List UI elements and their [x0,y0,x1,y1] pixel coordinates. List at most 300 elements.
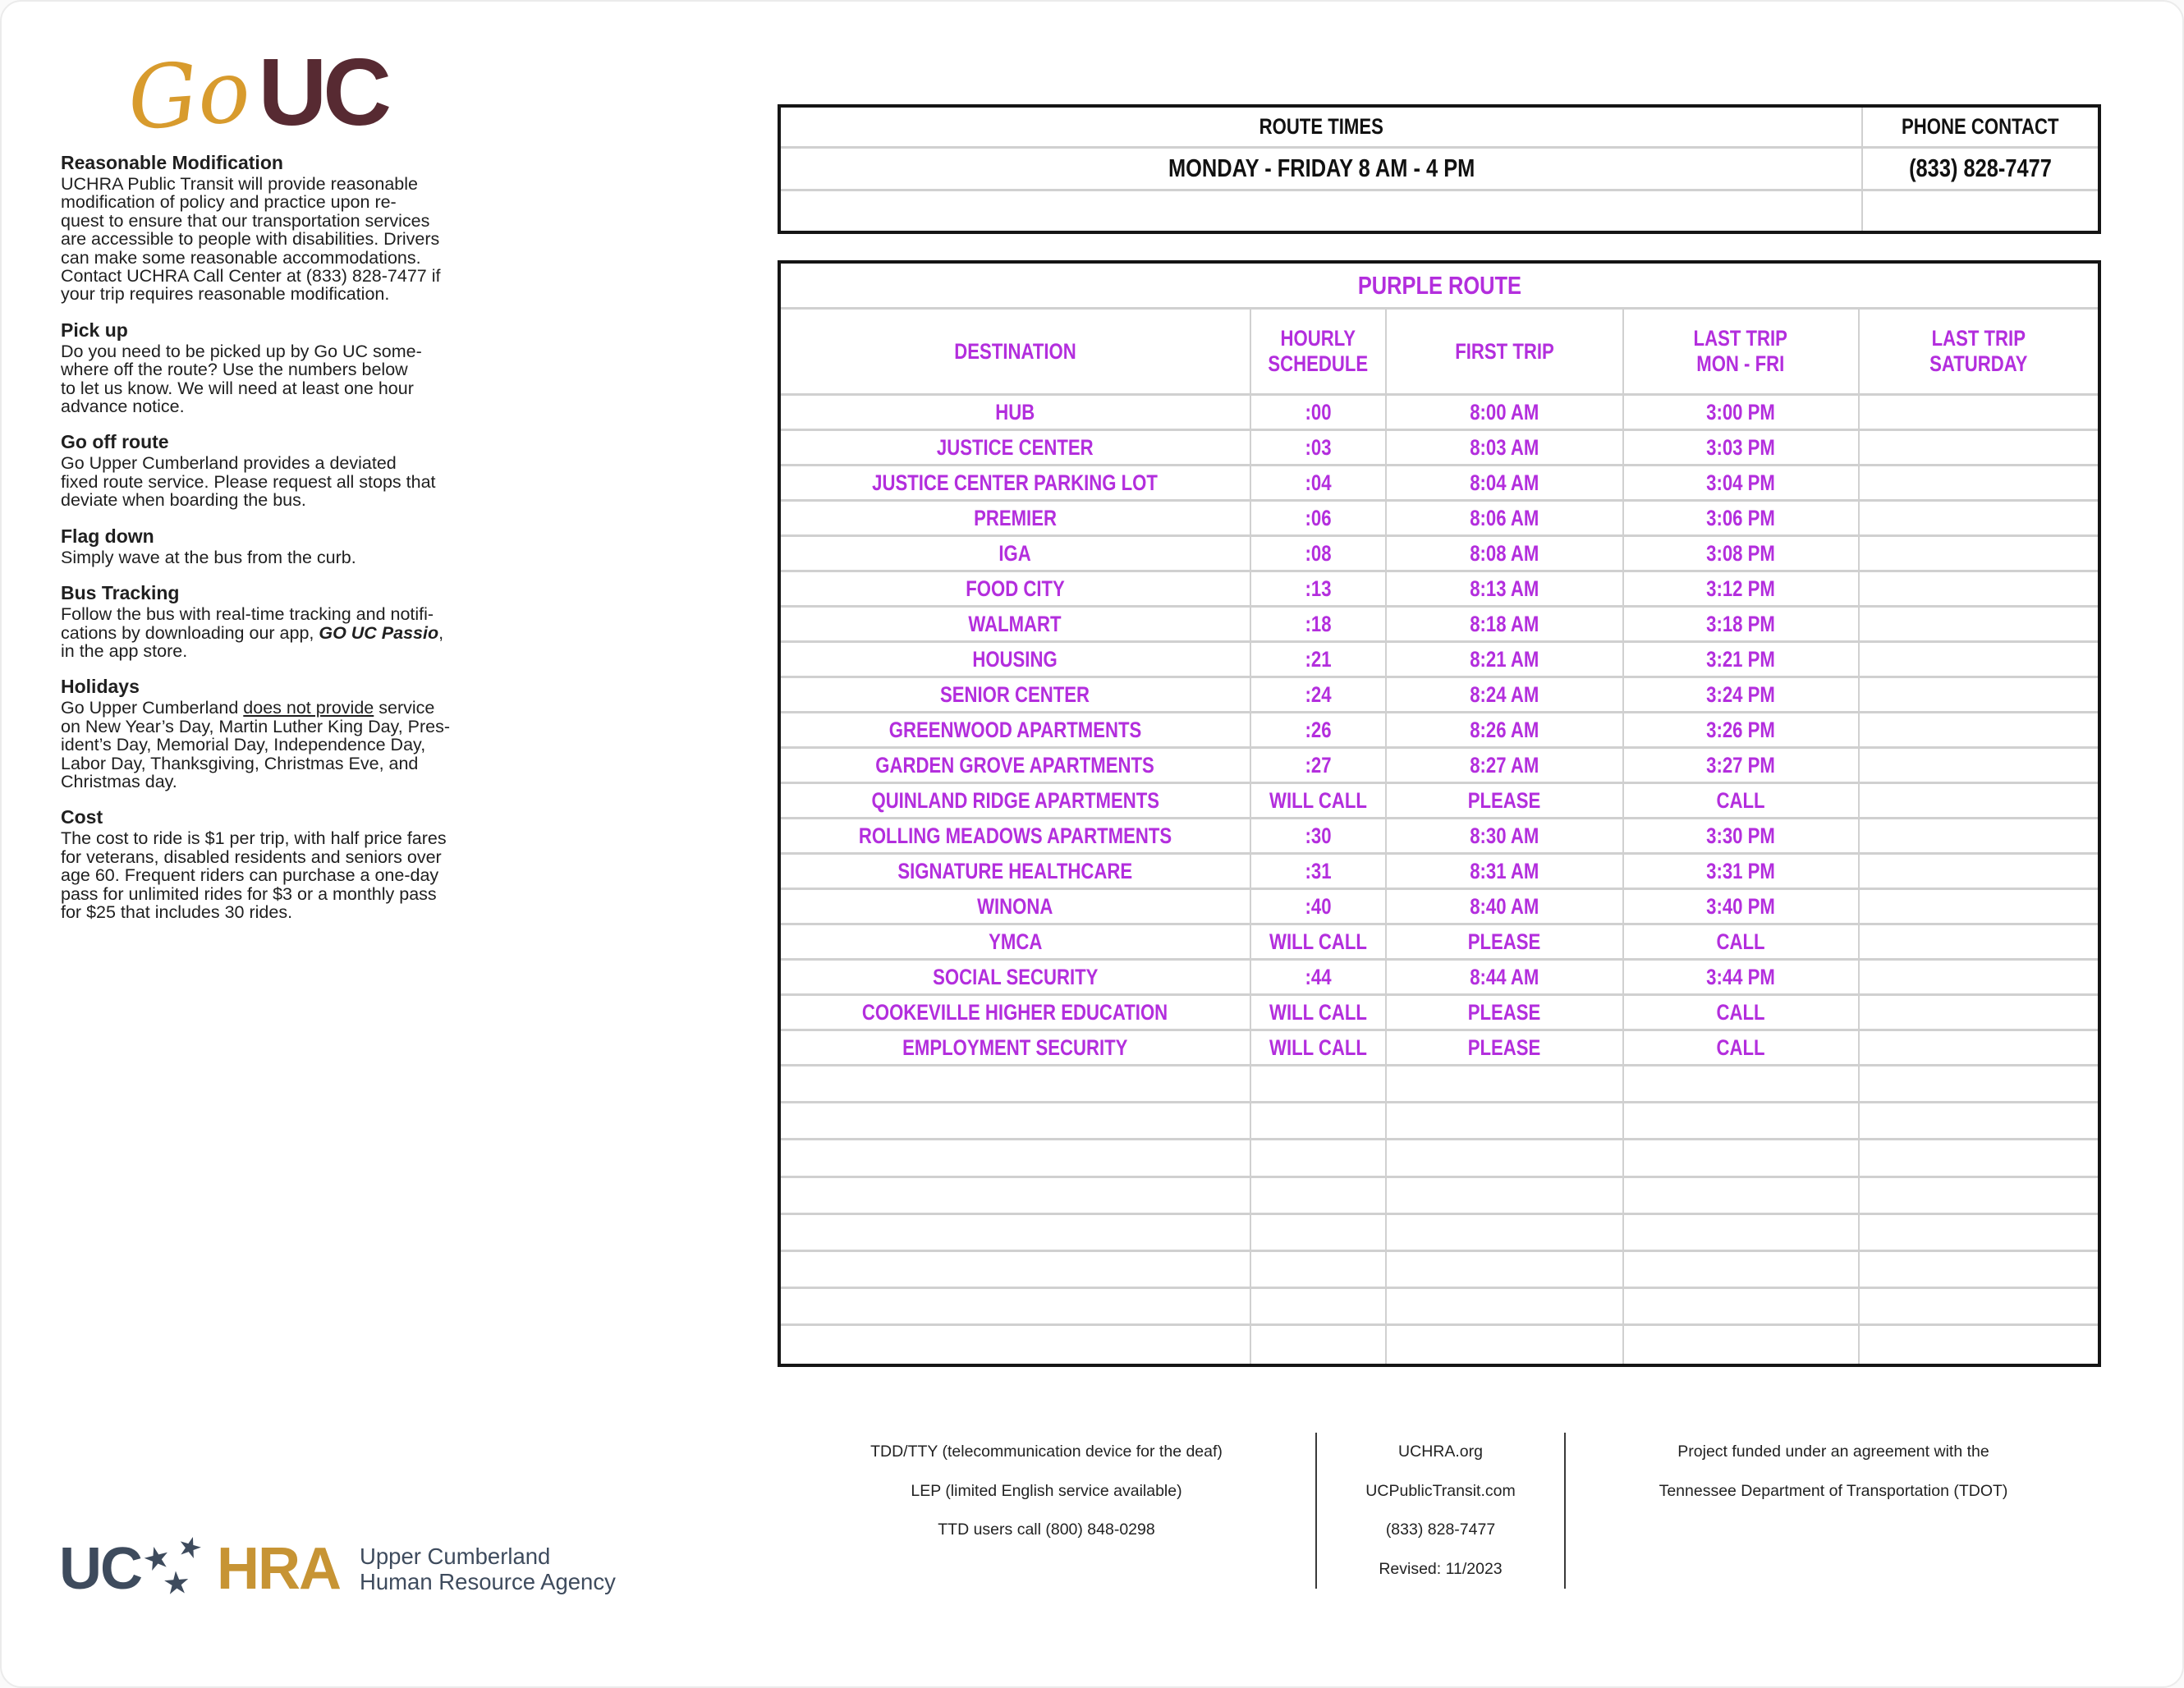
section-line: quest to ensure that our transportation services [61,210,430,231]
table-cell [1624,502,1860,537]
table-row-empty [781,1289,2098,1326]
table-cell [781,1178,1251,1215]
table-cell [1251,1031,1387,1066]
table-cell [781,1215,1251,1252]
table-cell [1860,643,2098,678]
column-header-destination [781,310,1251,393]
table-cell [1860,961,2098,996]
cell-text: :24 [1305,681,1332,707]
cell-text: 3:08 PM [1706,540,1775,566]
table-cell [781,1031,1251,1066]
table-cell [1387,996,1624,1031]
table-cell [1251,608,1387,643]
cell-text: 8:00 AM [1470,399,1539,424]
cell-text: 8:27 AM [1470,752,1539,777]
table-cell [1624,396,1860,431]
table-cell [1251,1066,1387,1103]
table-cell [781,502,1251,537]
text-segment: does not provide [243,698,374,718]
footer-column [778,1433,1315,1550]
table-cell [1387,1178,1624,1215]
table-cell [1387,643,1624,678]
table-cell [1251,855,1387,890]
table-cell [1387,713,1624,749]
section-line: UCHRA Public Transit will provide reasonable [61,174,418,194]
table-cell [1624,855,1860,890]
table-cell [781,1066,1251,1103]
section-heading: Pick up [61,319,128,341]
cell-text: :44 [1305,964,1332,989]
column-header-last-trip-mon-fri [1624,310,1860,393]
table-cell [781,678,1251,713]
cell-text: 8:31 AM [1470,858,1539,883]
table-cell [1624,1326,1860,1363]
table-cell [1624,1140,1860,1177]
section-line: deviate when boarding the bus. [61,490,306,511]
table-cell [781,431,1251,466]
table-row [781,502,2098,537]
table-cell [1251,890,1387,925]
section-line: modification of policy and practice upon re- [61,192,397,213]
section-heading: Cost [61,806,103,828]
table-cell [1387,431,1624,466]
cell-text: 8:06 AM [1470,505,1539,530]
table-row [781,749,2098,784]
table-cell [1860,431,2098,466]
table-cell [1387,1140,1624,1177]
table-cell [781,819,1251,855]
logo-uc-text: UC [258,39,388,145]
table-cell [1860,608,2098,643]
section-line: on New Year’s Day, Martin Luther King Day, Pres- [61,716,451,736]
table-cell [1387,855,1624,890]
table-cell [1624,1103,1860,1140]
footer-line: LEP (limited English service available) [911,1481,1182,1500]
table-cell [1387,608,1624,643]
cell-text: 8:18 AM [1470,611,1539,636]
phone-contact-header-cell [1863,108,2098,149]
table-cell [1624,1289,1860,1326]
table-cell [1624,749,1860,784]
phone-number-cell [1863,149,2098,192]
route-times-label: ROUTE TIMES [1259,113,1383,139]
star-icon: ★ [161,1565,192,1603]
table-row-empty [781,1178,2098,1215]
cell-text: 8:44 AM [1470,964,1539,989]
table-cell [1387,1289,1624,1326]
table-row-empty [781,1103,2098,1140]
table-cell [1860,396,2098,431]
uchra-logo [59,1529,616,1604]
table-cell [1251,466,1387,502]
text-segment: , [438,622,444,643]
table-cell [1624,925,1860,961]
table-cell [1251,678,1387,713]
table-row [781,608,2098,643]
cell-text: 3:12 PM [1706,576,1775,601]
table-cell [781,608,1251,643]
table-cell [781,890,1251,925]
table-cell [1860,1103,2098,1140]
schedule-text: MONDAY - FRIDAY 8 AM - 4 PM [1168,154,1475,183]
cell-text: 3:06 PM [1706,505,1775,530]
cell-text: :31 [1305,858,1332,883]
table-cell [1624,890,1860,925]
footer-line: TDD/TTY (telecommunication device for the deaf) [870,1443,1223,1461]
section-line: Labor Day, Thanksgiving, Christmas Eve, and [61,753,419,773]
table-row [781,819,2098,855]
footer-column [1566,1433,2101,1511]
table-cell [1387,1215,1624,1252]
table-cell [781,961,1251,996]
table-cell [1251,819,1387,855]
table-cell [1387,537,1624,572]
table-row [781,678,2098,713]
table-row [781,537,2098,572]
table-row-empty [781,1140,2098,1177]
table-cell [1251,1103,1387,1140]
cell-text: :18 [1305,611,1332,636]
table-cell [1860,1326,2098,1363]
column-header-line: MON - FRI [1696,351,1785,376]
table-cell [781,925,1251,961]
section-heading: Holidays [61,676,140,698]
cell-text: CALL [1716,999,1765,1025]
cell-text: 3:04 PM [1706,470,1775,495]
cell-text: PLEASE [1467,929,1541,954]
cell-text: 8:13 AM [1470,576,1539,601]
table-cell [1624,1178,1860,1215]
table-cell [1251,1178,1387,1215]
uchra-tagline-line1: Upper Cumberland [360,1544,551,1569]
text-section [61,525,471,566]
table-cell [1251,961,1387,996]
table-cell [1387,890,1624,925]
cell-text: 3:44 PM [1706,964,1775,989]
phone-number-text: (833) 828-7477 [1909,154,2053,183]
footer [778,1433,2101,1594]
table-cell [1624,1066,1860,1103]
table-cell [1860,784,2098,819]
cell-text: WILL CALL [1269,1034,1367,1060]
cell-text: 3:24 PM [1706,681,1775,707]
section-line: ident’s Day, Memorial Day, Independence Day, [61,735,426,755]
footer-line: Project funded under an agreement with the [1677,1443,1989,1461]
table-cell [1860,1289,2098,1326]
cell-text: HUB [995,399,1035,424]
cell-text: 3:21 PM [1706,646,1775,672]
table-cell [1860,1066,2098,1103]
footer-line: (833) 828-7477 [1385,1521,1496,1539]
cell-text: 8:30 AM [1470,823,1539,848]
column-header-line: LAST TRIP [1693,326,1788,351]
text-section [61,319,471,416]
column-header-line: DESTINATION [954,338,1076,364]
section-line: for $25 that includes 30 rides. [61,901,293,922]
cell-text: WINONA [977,893,1053,919]
uchra-tagline [360,1544,616,1594]
purple-route-title-row [781,264,2098,310]
table-cell [1387,925,1624,961]
table-cell [1624,1215,1860,1252]
table-cell [781,1289,1251,1326]
cell-text: JUSTICE CENTER [936,434,1094,460]
footer-line: Revised: 11/2023 [1379,1559,1503,1578]
cell-text: WILL CALL [1269,787,1367,813]
footer-column [1317,1433,1564,1589]
table-row-empty [781,1215,2098,1252]
table-cell [1624,608,1860,643]
left-sections [61,152,471,921]
table-row [781,961,2098,996]
section-line: Follow the bus with real-time tracking and notifi- [61,604,434,625]
table-cell [1860,713,2098,749]
cell-text: GARDEN GROVE APARTMENTS [875,752,1155,777]
table-cell [1387,961,1624,996]
table-row [781,925,2098,961]
text-section [61,676,471,791]
cell-text: :27 [1305,752,1332,777]
table-cell [1624,572,1860,608]
cell-text: SIGNATURE HEALTHCARE [897,858,1133,883]
table-cell [1860,890,2098,925]
cell-text: SOCIAL SECURITY [932,964,1098,989]
section-heading: Bus Tracking [61,582,180,604]
table-cell [1860,678,2098,713]
cell-text: HOUSING [972,646,1058,672]
section-line: can make some reasonable accommodations. [61,247,421,268]
cell-text: 8:26 AM [1470,717,1539,742]
table-cell [1251,537,1387,572]
section-line [61,624,471,642]
cell-text: :03 [1305,434,1332,460]
cell-text: GREENWOOD APARTMENTS [888,717,1142,742]
table-cell [781,466,1251,502]
table-row [781,396,2098,431]
table-cell [1860,925,2098,961]
empty-cell [1863,191,2098,231]
cell-text: 3:31 PM [1706,858,1775,883]
table-cell [1624,713,1860,749]
text-segment: Go Upper Cumberland [61,698,244,718]
section-line: Christmas day. [61,771,177,791]
cell-text: :04 [1305,470,1332,495]
cell-text: PLEASE [1467,999,1541,1025]
table-cell [1387,466,1624,502]
table-cell [1251,1140,1387,1177]
table-cell [1860,1178,2098,1215]
table-row [781,996,2098,1031]
table-cell [1387,1103,1624,1140]
table-cell [1860,1140,2098,1177]
section-heading: Flag down [61,525,154,547]
cell-text: 8:03 AM [1470,434,1539,460]
table-cell [1387,749,1624,784]
cell-text: 8:40 AM [1470,893,1539,919]
section-line: The cost to ride is $1 per trip, with half price fares [61,828,447,849]
section-line: fixed route service. Please request all stops that [61,471,436,492]
footer-line: Tennessee Department of Transportation (TDOT) [1659,1481,2008,1500]
table-cell [1387,819,1624,855]
table-cell [1251,572,1387,608]
table-row [781,431,2098,466]
text-section [61,582,471,660]
section-heading: Go off route [61,431,169,453]
cell-text: IGA [998,540,1031,566]
table-cell [1251,1215,1387,1252]
table-row [781,572,2098,608]
table-cell [1860,1031,2098,1066]
table-cell [781,1140,1251,1177]
table-cell [1251,431,1387,466]
tristar-icon [139,1529,215,1604]
phone-contact-label: PHONE CONTACT [1902,113,2059,139]
table-cell [1251,996,1387,1031]
table-cell [1251,1252,1387,1289]
table-cell [1251,784,1387,819]
table-cell [1624,1031,1860,1066]
section-line: are accessible to people with disabilities. Drivers [61,229,440,250]
table-row [781,713,2098,749]
table-cell [1860,1252,2098,1289]
cell-text: CALL [1716,929,1765,954]
section-line: in the app store. [61,640,188,661]
route-times-table [778,104,2101,234]
table-cell [781,643,1251,678]
text-section [61,806,471,921]
table-row [781,855,2098,890]
text-section [61,431,471,509]
table-cell [1251,1326,1387,1363]
table-cell [781,784,1251,819]
cell-text: :08 [1305,540,1332,566]
table-cell [781,537,1251,572]
table-cell [1387,1252,1624,1289]
footer-line: UCPublicTransit.com [1365,1481,1516,1500]
table-cell [1860,855,2098,890]
table-cell [1860,749,2098,784]
purple-route-table [778,260,2101,1367]
cell-text: :06 [1305,505,1332,530]
table-cell [1251,925,1387,961]
column-header-line: LAST TRIP [1931,326,2026,351]
table-row-empty [781,1326,2098,1363]
cell-text: FOOD CITY [966,576,1065,601]
column-header-line: SCHEDULE [1268,351,1369,376]
table-cell [1860,572,2098,608]
section-heading: Reasonable Modification [61,152,283,173]
table-row [781,466,2098,502]
table-row-empty [781,1066,2098,1103]
table-cell [1387,784,1624,819]
purple-route-header-row [781,310,2098,396]
column-header-hourly-schedule [1251,310,1387,393]
route-times-header-cell [781,108,1863,149]
table-cell [1860,502,2098,537]
cell-text: WALMART [968,611,1062,636]
cell-text: 3:26 PM [1706,717,1775,742]
table-cell [781,1252,1251,1289]
column-header-last-trip-saturday [1860,310,2098,393]
table-cell [781,1326,1251,1363]
section-line: for veterans, disabled residents and seniors over [61,846,442,867]
section-line: Simply wave at the bus from the curb. [61,547,356,567]
cell-text: 8:21 AM [1470,646,1539,672]
footer-line: UCHRA.org [1398,1443,1483,1461]
go-uc-logo [61,39,455,151]
cell-text: 8:24 AM [1470,681,1539,707]
table-cell [1387,1326,1624,1363]
table-cell [1860,1215,2098,1252]
cell-text: YMCA [988,929,1042,954]
cell-text: SENIOR CENTER [940,681,1090,707]
section-line: age 60. Frequent riders can purchase a one-day [61,865,439,886]
table-cell [1251,643,1387,678]
cell-text: PLEASE [1467,787,1541,813]
section-line: pass for unlimited rides for $3 or a monthly pass [61,883,437,904]
section-line: where off the route? Use the numbers below [61,360,408,380]
column-header-first-trip [1387,310,1624,393]
star-icon: ★ [139,1539,175,1580]
table-cell [1387,678,1624,713]
cell-text: CALL [1716,787,1765,813]
table-cell [781,855,1251,890]
table-cell [1624,431,1860,466]
table-cell [781,1103,1251,1140]
table-cell [1860,819,2098,855]
section-line [61,699,471,717]
cell-text: ROLLING MEADOWS APARTMENTS [858,823,1172,848]
table-row [781,784,2098,819]
table-cell [1387,1031,1624,1066]
purple-route-title: PURPLE ROUTE [1357,270,1521,300]
table-cell [1860,466,2098,502]
table-cell [1251,749,1387,784]
column-header-line: SATURDAY [1929,351,2028,376]
empty-cell [781,191,1863,231]
table-cell [1251,502,1387,537]
cell-text: 3:30 PM [1706,823,1775,848]
table-cell [1387,502,1624,537]
table-cell [1624,537,1860,572]
table-cell [781,996,1251,1031]
cell-text: 3:40 PM [1706,893,1775,919]
table-cell [781,749,1251,784]
table-cell [781,396,1251,431]
cell-text: :00 [1305,399,1332,424]
table-cell [1251,713,1387,749]
cell-text: WILL CALL [1269,929,1367,954]
table-cell [1387,1066,1624,1103]
cell-text: EMPLOYMENT SECURITY [902,1034,1128,1060]
table-cell [1624,784,1860,819]
table-cell [1624,678,1860,713]
footer-line: TTD users call (800) 848-0298 [938,1521,1155,1539]
table-cell [781,572,1251,608]
column-header-line: HOURLY [1280,326,1356,351]
cell-text: 3:00 PM [1706,399,1775,424]
table-row [781,1031,2098,1066]
section-line: Contact UCHRA Call Center at (833) 828-7477 if [61,266,441,287]
cell-text: :30 [1305,823,1332,848]
cell-text: CALL [1716,1034,1765,1060]
cell-text: PREMIER [973,505,1057,530]
cell-text: :26 [1305,717,1332,742]
cell-text: COOKEVILLE HIGHER EDUCATION [862,999,1168,1025]
table-cell [1624,466,1860,502]
cell-text: :13 [1305,576,1332,601]
text-segment: GO UC Passio [319,622,439,643]
